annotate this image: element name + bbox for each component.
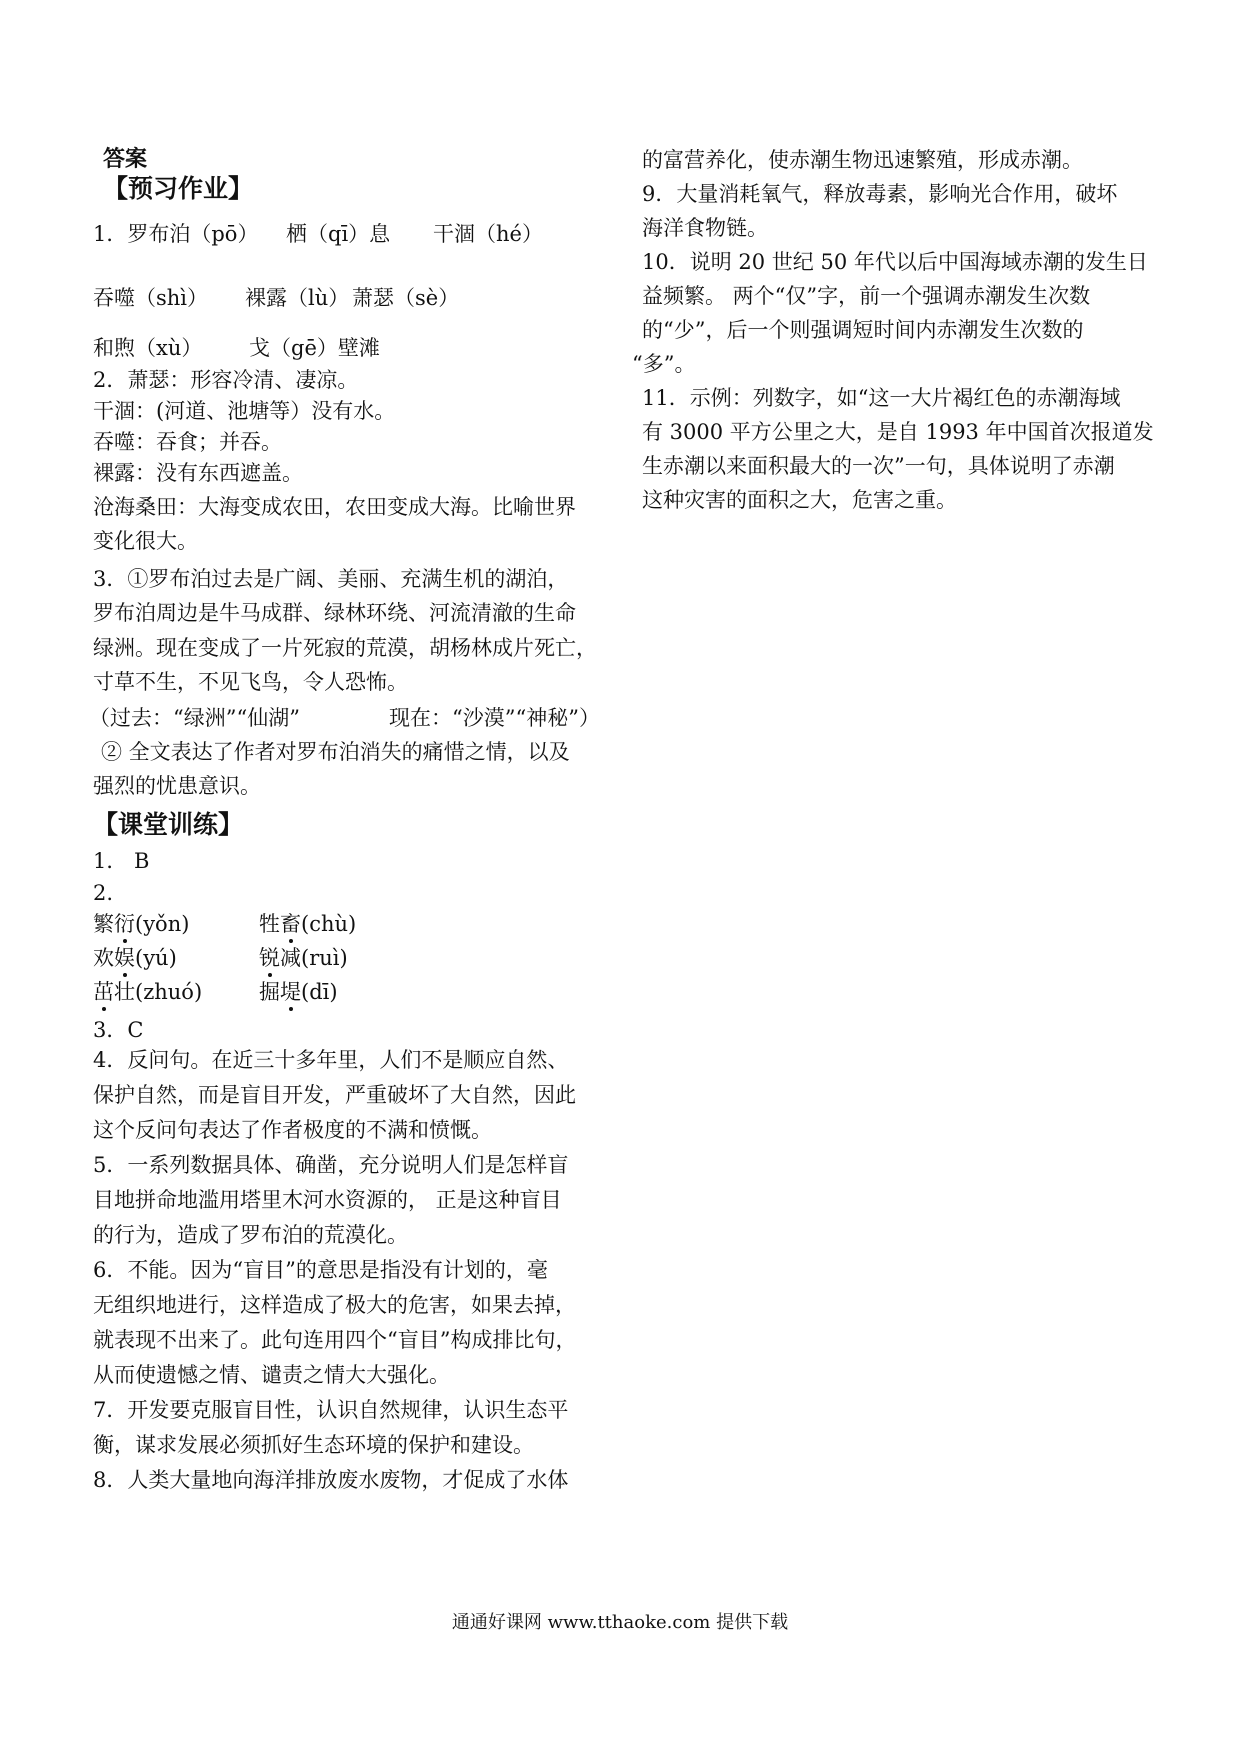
q1-item: 裸露（lù） [245, 286, 350, 310]
right-line: 11．示例：列数字，如“这一大片褐红色的赤潮海域 [642, 386, 1121, 410]
a5-line: 5．一系列数据具体、确凿，充分说明人们是怎样盲 [93, 1153, 569, 1177]
q1-item: 干涸（hé） [433, 222, 543, 246]
q3-line: 3．①罗布泊过去是广阔、美丽、充满生机的湖泊， [93, 567, 569, 591]
pinyin-item: 繁衍(yǒn) [93, 912, 190, 936]
a4-line: 4．反问句。在近三十多年里，人们不是顺应自然、 [93, 1048, 569, 1072]
a5-line: 目地拼命地滥用塔里木河水资源的， 正是这种盲目 [93, 1188, 562, 1212]
right-line: 的“少”，后一个则强调短时间内赤潮发生次数的 [642, 318, 1084, 342]
q3-line: 罗布泊周边是牛马成群、绿林环绕、河流清澈的生命 [93, 601, 576, 625]
right-line: 的富营养化，使赤潮生物迅速繁殖，形成赤潮。 [642, 148, 1083, 172]
classroom-heading: 【课堂训练】 [93, 810, 244, 839]
a8-line: 8．人类大量地向海洋排放废水废物，才促成了水体 [93, 1468, 569, 1492]
right-line: 海洋食物链。 [642, 216, 768, 240]
q2-line: 沧海桑田：大海变成农田，农田变成大海。比喻世界 [93, 495, 576, 519]
right-line: 这种灾害的面积之大，危害之重。 [642, 488, 957, 512]
q1-item: 萧瑟（sè） [352, 286, 460, 310]
q2-line: 裸露：没有东西遮盖。 [93, 461, 303, 485]
q1-item: 吞噬（shì） [93, 286, 209, 310]
answer-title: 答案 [103, 146, 148, 172]
a3: 3．C [93, 1018, 144, 1042]
q3-2-line: 强烈的忧患意识。 [93, 774, 261, 798]
pinyin-item: 欢娱(yú) [93, 946, 177, 970]
a7-line: 7．开发要克服盲目性，认识自然规律，认识生态平 [93, 1398, 569, 1422]
a4-line: 这个反问句表达了作者极度的不满和愤慨。 [93, 1118, 492, 1142]
preview-heading: 【预习作业】 [103, 174, 254, 203]
a5-line: 的行为，造成了罗布泊的荒漠化。 [93, 1223, 408, 1247]
right-line: 10．说明 20 世纪 50 年代以后中国海域赤潮的发生日 [642, 250, 1148, 274]
a2: 2. [93, 881, 114, 905]
pinyin-item: 锐减(ruì) [259, 946, 348, 970]
q3-note: （过去：“绿洲”“仙湖” [89, 706, 300, 730]
pinyin-item: 掘堤(dī) [259, 980, 338, 1004]
q1-item: 戈（gē）壁滩 [249, 336, 380, 360]
a6-line: 6．不能。因为“盲目”的意思是指没有计划的，毫 [93, 1258, 548, 1282]
q2-line: 变化很大。 [93, 529, 198, 553]
q1-item: 栖（qī）息 [286, 222, 391, 246]
pinyin-item: 牲畜(chù) [259, 912, 357, 936]
q3-line: 寸草不生，不见飞鸟，令人恐怖。 [93, 670, 408, 694]
q2-line: 吞噬：吞食；并吞。 [93, 430, 282, 454]
q3-2-line: ② 全文表达了作者对罗布泊消失的痛惜之情，以及 [101, 740, 570, 764]
a6-line: 从而使遗憾之情、谴责之情大大强化。 [93, 1363, 450, 1387]
a6-line: 就表现不出来了。此句连用四个“盲目”构成排比句， [93, 1328, 577, 1352]
a4-line: 保护自然，而是盲目开发，严重破坏了大自然，因此 [93, 1083, 576, 1107]
right-line: 9．大量消耗氧气，释放毒素，影响光合作用，破坏 [642, 182, 1118, 206]
right-line: 有 3000 平方公里之大，是自 1993 年中国首次报道发 [642, 420, 1154, 444]
q3-line: 绿洲。现在变成了一片死寂的荒漠，胡杨林成片死亡， [93, 636, 597, 660]
q1-item: 1．罗布泊（pō） [93, 222, 259, 246]
right-line: 益频繁。 两个“仅”字，前一个强调赤潮发生次数 [642, 284, 1091, 308]
pinyin-item: 茁壮(zhuó) [93, 980, 203, 1004]
right-line: 生赤潮以来面积最大的一次”一句，具体说明了赤潮 [642, 454, 1115, 478]
q1-item: 和煦（xù） [93, 336, 203, 360]
q3-note: 现在：“沙漠”“神秘”） [389, 706, 600, 730]
a1: 1． B [93, 849, 150, 873]
q2-line: 干涸：(河道、池塘等）没有水。 [93, 399, 396, 423]
footer: 通通好课网 www.tthaoke.com 提供下载 [451, 1612, 789, 1633]
a6-line: 无组织地进行，这样造成了极大的危害，如果去掉， [93, 1293, 576, 1317]
a7-line: 衡，谋求发展必须抓好生态环境的保护和建设。 [93, 1433, 534, 1457]
right-line: “多”。 [632, 352, 696, 376]
q2-line: 2．萧瑟：形容冷清、凄凉。 [93, 368, 359, 392]
